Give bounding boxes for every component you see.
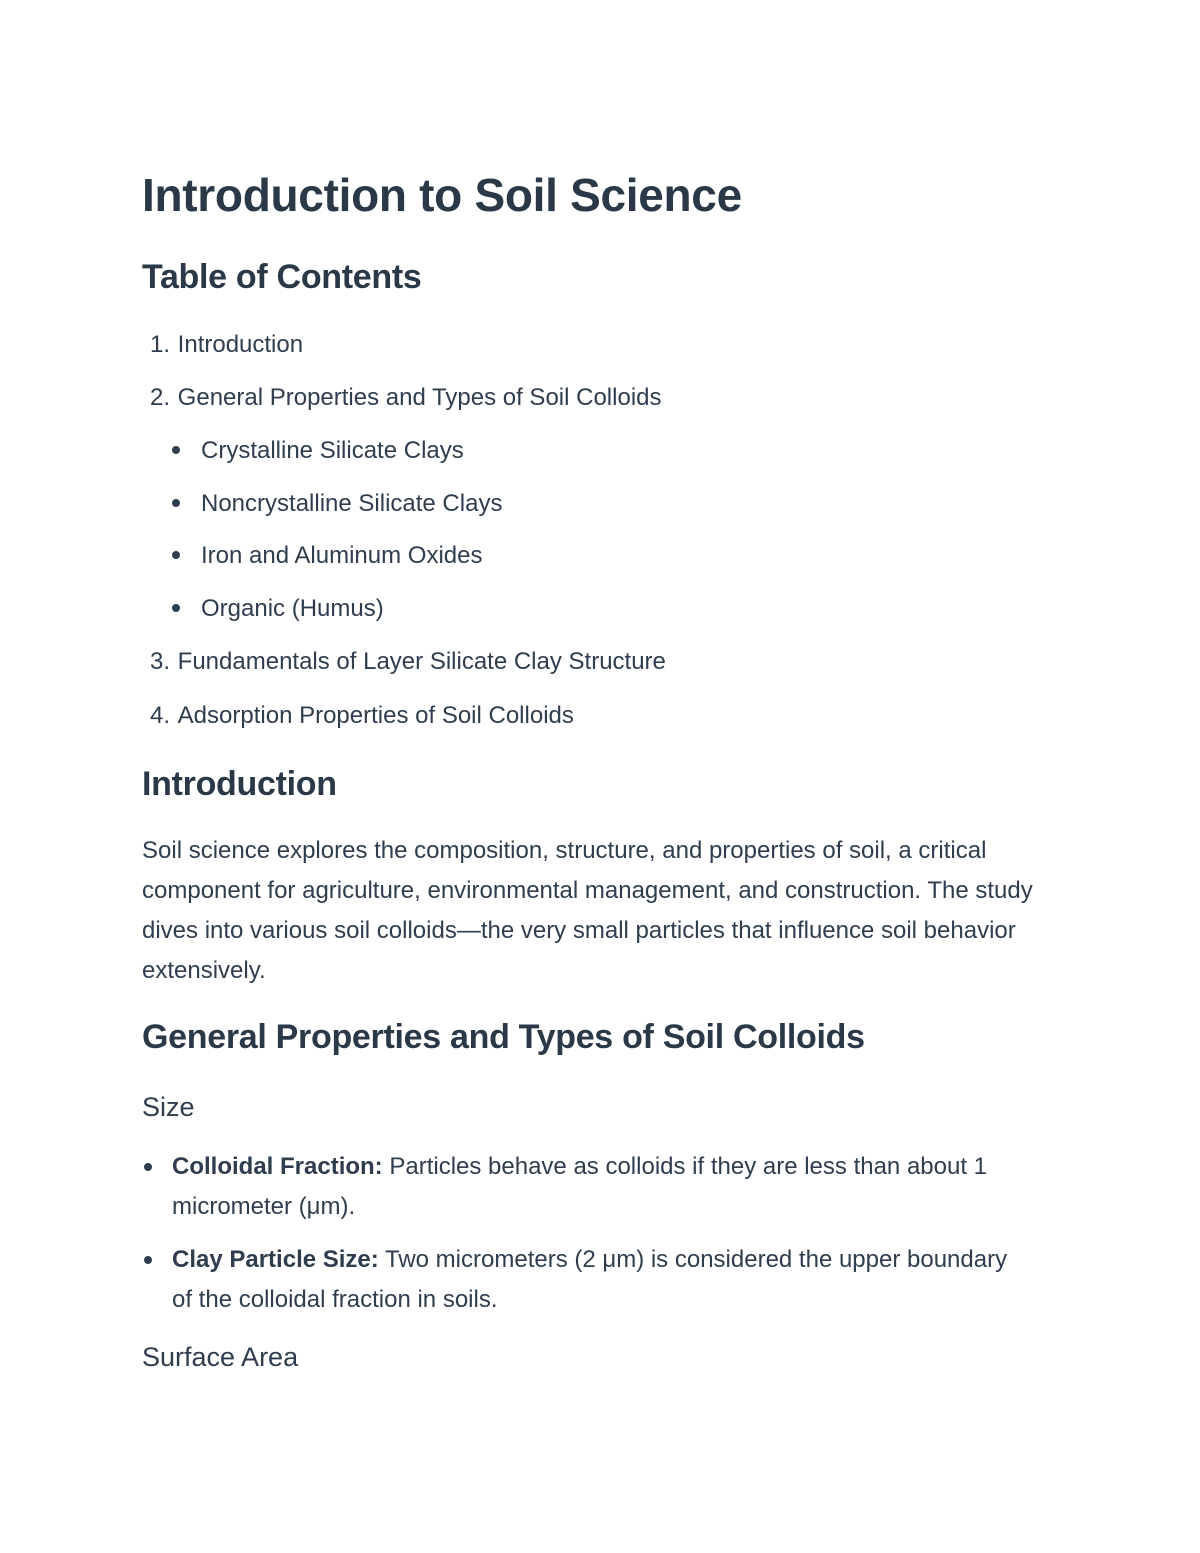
toc-subitem-label: Crystalline Silicate Clays: [201, 437, 464, 464]
toc-item[interactable]: [142, 648, 666, 676]
toc-subitem[interactable]: [172, 437, 464, 465]
toc-heading: Table of Contents: [142, 258, 422, 296]
toc-item-number: 2.: [149, 384, 170, 411]
general-properties-heading: General Properties and Types of Soil Colloids: [142, 1018, 865, 1056]
size-heading: Size: [142, 1092, 195, 1122]
toc-item-label: Fundamentals of Layer Silicate Clay Structure: [177, 648, 666, 675]
toc-item-number: 3.: [149, 648, 170, 675]
toc-subitem[interactable]: [172, 595, 384, 623]
bullet-icon: [144, 1163, 152, 1171]
list-item: [142, 1240, 1022, 1320]
list-item-term: Clay Particle Size:: [172, 1246, 379, 1273]
toc-subitem-label: Organic (Humus): [201, 595, 384, 622]
toc-subitem-label: Iron and Aluminum Oxides: [201, 542, 483, 569]
surface-area-heading: Surface Area: [142, 1342, 299, 1372]
toc-item[interactable]: [142, 384, 662, 412]
toc-subitem-label: Noncrystalline Silicate Clays: [201, 490, 503, 517]
list-item-text: Two micrometers (2 μm) is considered the upper boundary of the colloidal fraction in soils.: [172, 1246, 1008, 1313]
toc-item-number: 4.: [149, 702, 170, 729]
introduction-paragraph: Soil science explores the composition, structure, and properties of soil, a critical component for agriculture, environmental management, and construction. The study dives into various soil colloids—the very small particles that influence soil behavior extensively.: [142, 837, 1033, 984]
toc-item[interactable]: [142, 331, 303, 359]
bullet-icon: [172, 551, 180, 559]
list-item-text: Particles behave as colloids if they are less than about 1 micrometer (μm).: [172, 1153, 988, 1220]
toc-item-label: General Properties and Types of Soil Colloids: [177, 384, 662, 411]
bullet-icon: [144, 1256, 152, 1264]
list-item-term: Colloidal Fraction:: [172, 1153, 383, 1180]
bullet-icon: [172, 604, 180, 612]
toc-item[interactable]: [142, 702, 574, 730]
toc-item-number: 1.: [149, 331, 170, 358]
document-title: Introduction to Soil Science: [142, 169, 742, 221]
bullet-icon: [172, 446, 180, 454]
toc-subitem[interactable]: [172, 542, 482, 570]
toc-subitem[interactable]: [172, 490, 502, 518]
introduction-heading: Introduction: [142, 765, 337, 803]
toc-item-label: Adsorption Properties of Soil Colloids: [177, 702, 574, 729]
toc-item-label: Introduction: [177, 331, 304, 358]
bullet-icon: [172, 499, 180, 507]
list-item: [142, 1147, 1022, 1227]
